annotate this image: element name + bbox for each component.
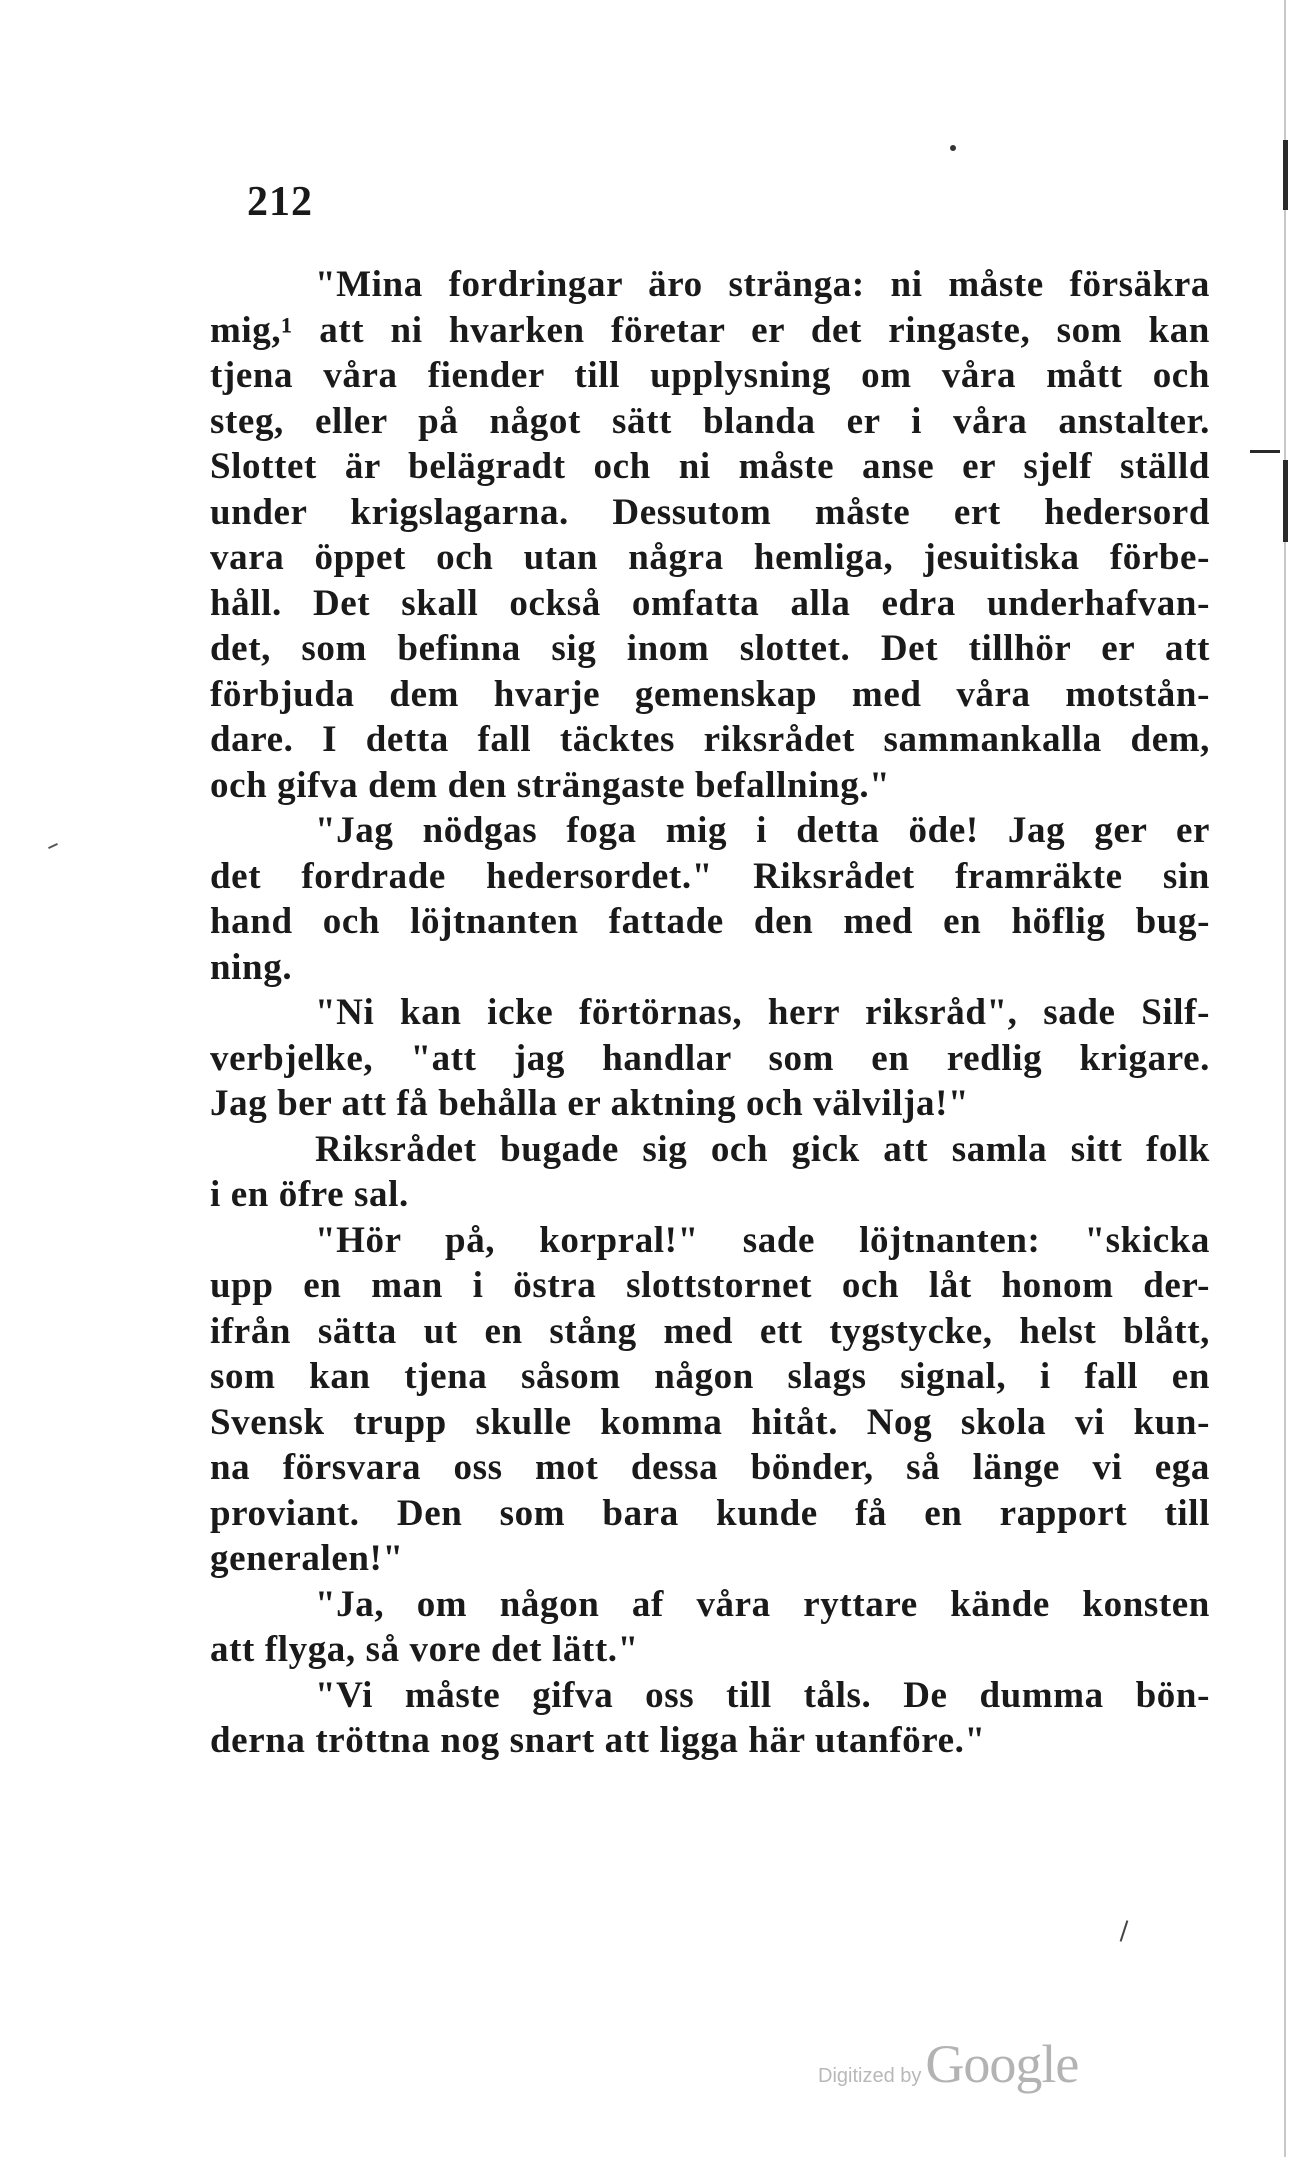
text-line: under krigslagarna. Dessutom måste ert hedersord [210, 491, 1210, 533]
text-line: Svensk trupp skulle komma hitåt. Nog skola vi kun- [210, 1401, 1210, 1443]
text-line: som kan tjena såsom någon slags signal, i fall en [210, 1356, 1210, 1397]
text-line: ning. [210, 946, 293, 988]
text-line: att flyga, så vore det lätt." [210, 1629, 639, 1670]
text-line: proviant. Den som bara kunde få en rapport till [210, 1492, 1210, 1534]
text-line: generalen!" [210, 1538, 404, 1579]
digitized-by-google-watermark [818, 2033, 1078, 2095]
text-line: na försvara oss mot dessa bönder, så länge vi ega [210, 1447, 1210, 1488]
scan-edge-mark [1283, 140, 1288, 210]
text-line: håll. Det skall också omfatta alla edra underhafvan- [210, 582, 1210, 624]
text-line: "Ja, om någon af våra ryttare kände konsten [315, 1583, 1210, 1625]
text-line: i en öfre sal. [210, 1174, 409, 1215]
text-line: verbjelke, "att jag handlar som en redlig krigare. [210, 1037, 1210, 1079]
text-line: dare. I detta fall täcktes riksrådet sammankalla dem, [210, 719, 1210, 760]
text-line: "Ni kan icke förtörnas, herr riksråd", sade Silf- [315, 992, 1210, 1033]
text-line: Riksrådet bugade sig och gick att samla sitt folk [315, 1128, 1210, 1170]
text-line: mig,¹ att ni hvarken företar er det ringaste, som kan [210, 309, 1210, 351]
text-line: "Vi måste gifva oss till tåls. De dumma bön- [315, 1674, 1210, 1716]
text-line: tjena våra fiender till upplysning om våra mått och [210, 355, 1210, 396]
google-logo: Google [925, 2034, 1079, 2094]
body-text [210, 262, 1210, 1764]
page-edge-rule [1284, 0, 1286, 2157]
watermark-prefix: Digitized by [818, 2065, 922, 2087]
text-line: "Mina fordringar äro stränga: ni måste försäkra [315, 264, 1210, 305]
text-line: derna tröttna nog snart att ligga här utanföre." [210, 1720, 986, 1761]
text-line: "Jag nödgas foga mig i detta öde! Jag ger er [315, 810, 1210, 851]
text-line: Slottet är belägradt och ni måste anse er sjelf ställd [210, 446, 1210, 487]
text-line: Jag ber att få behålla er aktning och välvilja!" [210, 1083, 970, 1124]
ink-speck [48, 843, 58, 849]
text-line: hand och löjtnanten fattade den med en höflig bug- [210, 901, 1210, 942]
text-line: det fordrade hedersordet." Riksrådet framräkte sin [210, 855, 1210, 897]
text-line: det, som befinna sig inom slottet. Det tillhör er att [210, 628, 1210, 669]
ink-speck [950, 145, 956, 151]
text-line: och gifva dem den strängaste befallning." [210, 764, 891, 806]
text-line: "Hör på, korpral!" sade löjtnanten: "skicka [315, 1219, 1210, 1261]
text-line: upp en man i östra slottstornet och låt honom der- [210, 1265, 1210, 1306]
text-line: förbjuda dem hvarje gemenskap med våra motstån- [210, 673, 1210, 715]
text-line: steg, eller på något sätt blanda er i våra anstalter. [210, 400, 1210, 442]
ink-stroke [1120, 1920, 1129, 1942]
text-line: ifrån sätta ut en stång med ett tygstycke, helst blått, [210, 1310, 1210, 1352]
scan-edge-tick [1250, 450, 1280, 453]
scan-edge-mark [1283, 460, 1288, 542]
text-line: vara öppet och utan några hemliga, jesuitiska förbe- [210, 537, 1210, 578]
page-number: 212 [247, 179, 313, 225]
